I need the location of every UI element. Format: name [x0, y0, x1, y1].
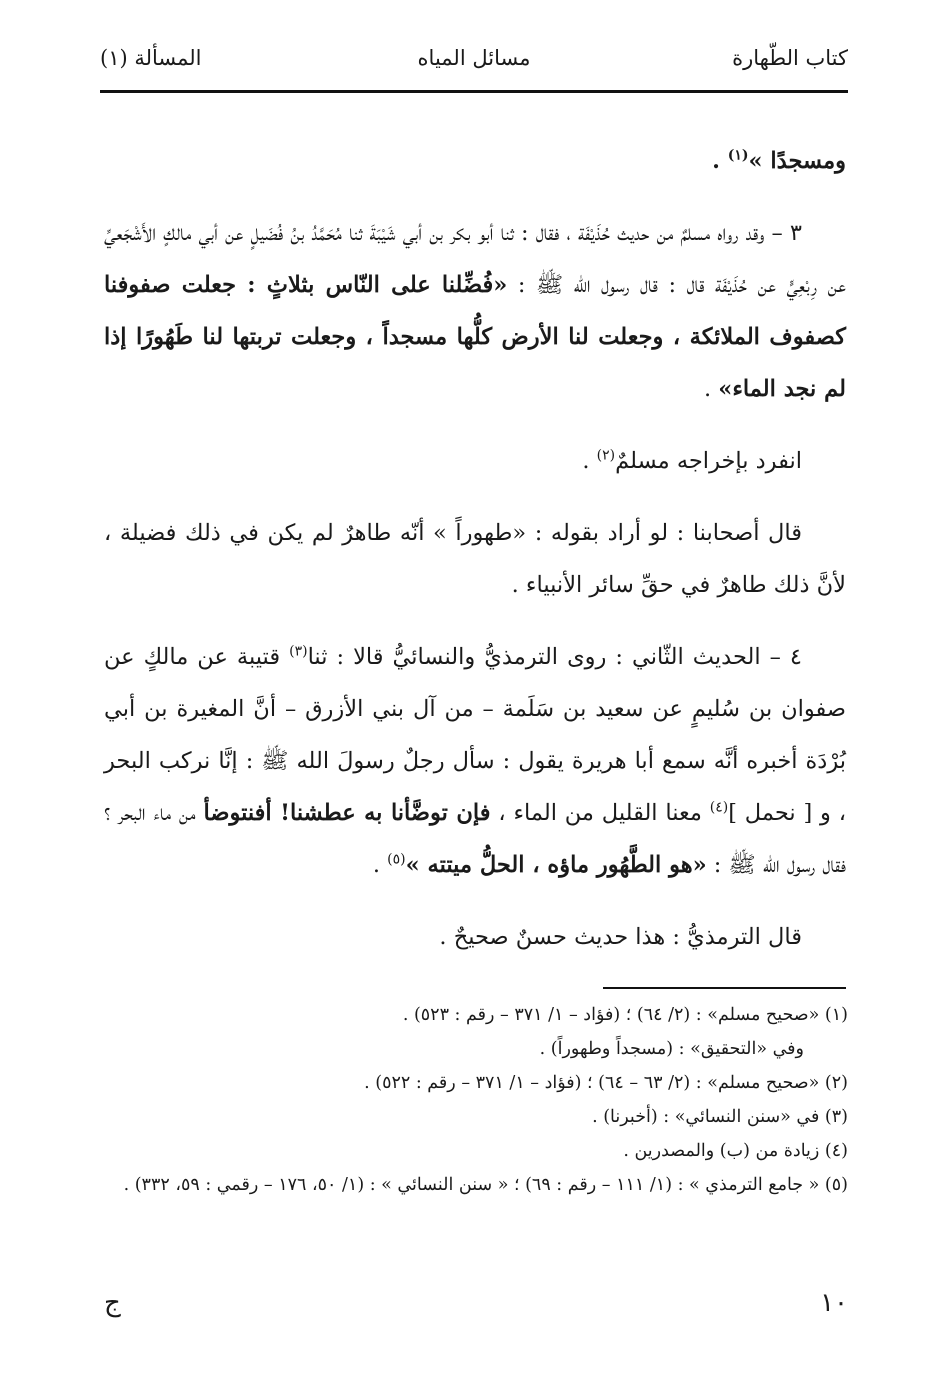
footnote-marker-2: (٢): [596, 447, 616, 464]
footnote-marker-4: (٤): [709, 799, 729, 816]
footnote-marker-1: (١): [727, 147, 749, 164]
header-section-title: مسائل المياه: [417, 46, 531, 70]
continuation-line: ومسجدًا »$^{(١)}$ .: [712, 147, 846, 174]
hadith-3-quote: «فُضِّلنا على النّاس بثلاثٍ : جعلت صفوفنا كصفوف الملائكة ، وجعلت لنا الأرض كلُّها مسجداً ، وجعلت تربتها لنا طَهُورًا إذا لم نجد الماء»: [104, 272, 846, 402]
hadith-4-quote: «هو الطَّهُور ماؤه ، الحلُّ ميتته »: [405, 852, 707, 878]
header-rule: [100, 90, 848, 93]
footnote-marker-5: (٥): [387, 851, 406, 868]
running-header: [100, 42, 848, 82]
footnote-marker-3: (٣): [289, 643, 308, 660]
footnote-1-continuation: وفي «التحقيق» : (مسجداً وطهوراً) .: [539, 1039, 804, 1059]
footnote-3: (٣) في «سنن النسائي» : (أخبرنا) .: [592, 1107, 848, 1127]
main-text: [104, 135, 846, 963]
footnote-2: (٢) «صحيح مسلم» : (٢/ ٦٣ – ٦٤) ؛ (فؤاد – ١/ ٣٧١ – رقم : ٥٢٢) .: [364, 1073, 848, 1093]
page-number: ١٠: [820, 1288, 848, 1318]
page-footer: [100, 1288, 848, 1332]
footnote-1: (١) «صحيح مسلم» : (٢/ ٦٤) ؛ (فؤاد – ١/ ٣٧١ – رقم : ٥٢٣) .: [402, 1005, 848, 1025]
footnotes: [100, 998, 848, 1202]
hadith-4-paragraph: ٤ – الحديث الثّاني : روى الترمذيُّ والنسائيُّ قالا : ثنا$^{(٣)}$ قتيبة عن مالكٍ عن صفوان بن سُليمٍ عن سعيد بن سَلَمة – من آل بني الأزرق – أنَّ المغيرة بن أبي بُرْدَة أخبره أنَّه سمع أبا هريرة يقول : سأل رجلٌ رسولَ الله ﷺ : إنَّا نركب البحر ، و [ نحمل ]$^{(٤)}$ معنا القليل من الماء ، فإن توضَّأنا به عطشنا! أفنتوضأ من ماء البحر ؟ فقال رسول الله ﷺ : «هو الطَّهُور ماؤه ، الحلُّ ميتته »$^{(٥)}$ .: [104, 643, 846, 878]
header-issue-title: المسألة (١): [100, 46, 202, 70]
header-book-title: كتاب الطّهارة: [732, 46, 848, 70]
infarad-paragraph: انفرد بإخراجه مسلمٌ$^{(٢)}$ .: [582, 447, 802, 474]
signature-mark: ج: [104, 1288, 121, 1318]
footnote-rule: [603, 987, 846, 989]
footnote-4: (٤) زيادة من (ب) والمصدرين .: [623, 1141, 848, 1161]
ashab-paragraph: قال أصحابنا : لو أراد بقوله : «طهوراً » أنّه طاهرٌ لم يكن في ذلك فضيلة ، لأنَّ ذلك طاهرٌ في حقِّ سائر الأنبياء .: [104, 520, 846, 598]
footnote-5: (٥) « جامع الترمذي » : (١/ ١١١ – رقم : ٦٩) ؛ « سنن النسائي » : (١/ ٥٠، ١٧٦ – رقمي : ٥٩، ٣٣٢) .: [123, 1175, 848, 1195]
hadith-4-bold-phrase: فإن توضَّأنا به عطشنا! أفنتوضأ: [203, 800, 491, 826]
hadith-3-paragraph: ٣ – وقد رواه مسلمٌ من حديث حُذَيْفَة ، فقال : ثنا أبو بكر بن أبي شَيْبَةَ ثنا مُحَمَّدُ بنُ فُضَيلٍ عن أبي مالكٍ الأَشْجَعيِّ عن رِبْعِيٍّ عن حُذَيْفَة قال : قال رسول الله ﷺ : «فُضِّلنا على النّاس بثلاثٍ : جعلت صفوفنا كصفوف الملائكة ، وجعلت لنا الأرض كلُّها مسجداً ، وجعلت تربتها لنا طَهُورًا إذا لم نجد الماء» .: [104, 220, 846, 402]
tirmidhi-paragraph: قال الترمذيُّ : هذا حديث حسنٌ صحيحٌ .: [439, 924, 802, 950]
